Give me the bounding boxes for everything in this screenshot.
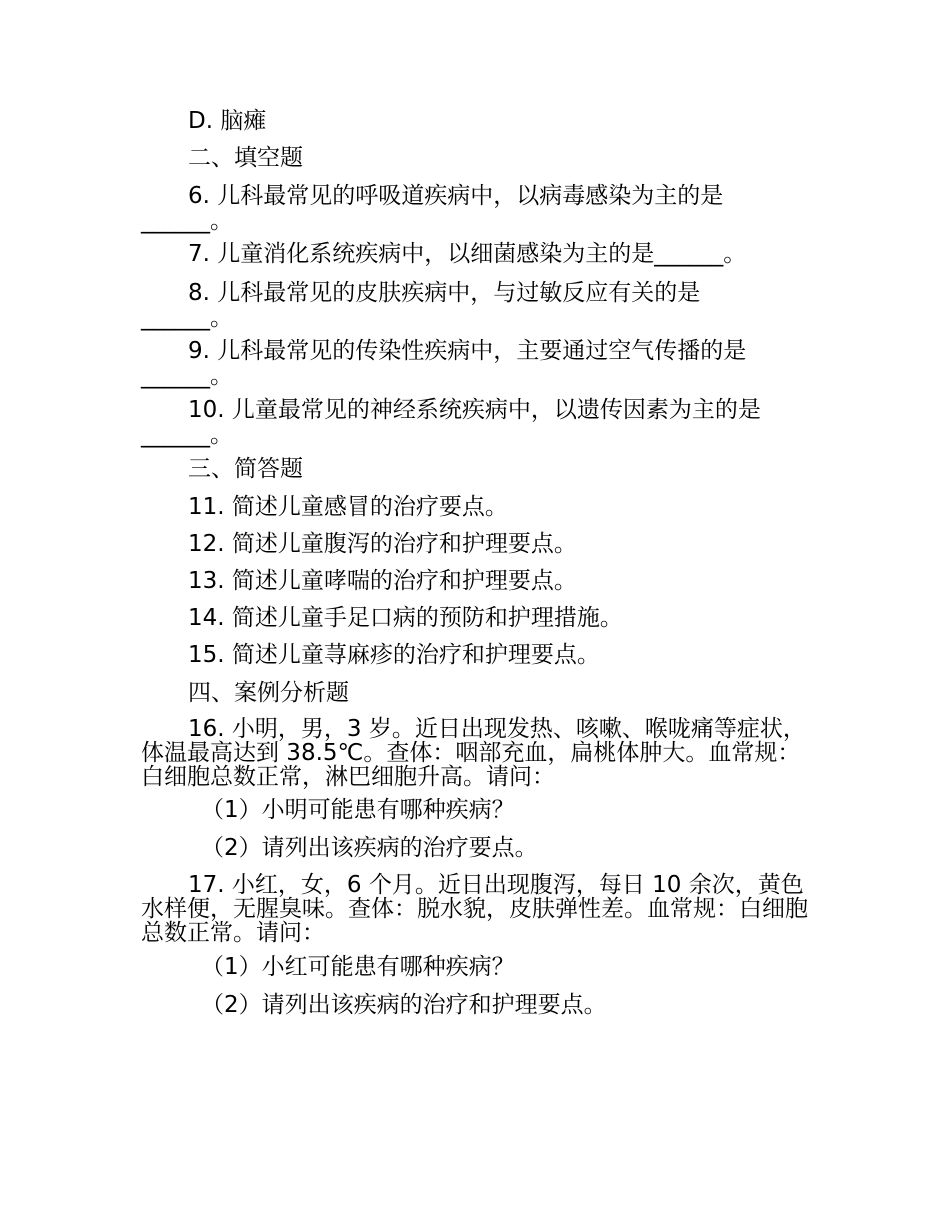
question-16-part-1: （1）小明可能患有哪种疾病？ <box>201 797 515 823</box>
section-heading-case-analysis: 四、案例分析题 <box>188 680 349 706</box>
question-16: 16. 小明，男，3 岁。近日出现发热、咳嗽、喉咙痛等症状，体温最高达到 38.5℃。查体：咽部充血，扁桃体肿大。血常规：白细胞总数正常，淋巴细胞升高。请问： <box>141 716 806 790</box>
section-heading-fill-in: 二、填空题 <box>188 145 303 171</box>
question-17-part-2: （2）请列出该疾病的治疗和护理要点。 <box>201 992 607 1018</box>
question-9-blank: ______。 <box>141 363 233 389</box>
question-17-part-1: （1）小红可能患有哪种疾病？ <box>201 954 515 980</box>
question-8: 8. 儿科最常见的皮肤疾病中，与过敏反应有关的是 <box>188 280 701 306</box>
question-8-blank: ______。 <box>141 305 233 331</box>
question-10: 10. 儿童最常见的神经系统疾病中，以遗传因素为主的是 <box>188 397 761 423</box>
question-9: 9. 儿科最常见的传染性疾病中，主要通过空气传播的是 <box>188 338 747 364</box>
question-7: 7. 儿童消化系统疾病中，以细菌感染为主的是______。 <box>188 241 747 267</box>
question-6: 6. 儿科最常见的呼吸道疾病中，以病毒感染为主的是 <box>188 183 724 209</box>
question-14: 14. 简述儿童手足口病的预防和护理措施。 <box>188 605 623 631</box>
question-6-blank: ______。 <box>141 208 233 234</box>
question-17: 17. 小红，女，6 个月。近日出现腹泻，每日 10 余次，黄色水样便，无腥臭味。查体：脱水貌，皮肤弹性差。血常规：白细胞总数正常。请问： <box>141 872 808 946</box>
question-10-blank: ______。 <box>141 422 233 448</box>
question-12: 12. 简述儿童腹泻的治疗和护理要点。 <box>188 531 577 557</box>
section-heading-short-answer: 三、简答题 <box>188 456 303 482</box>
question-15: 15. 简述儿童荨麻疹的治疗和护理要点。 <box>188 642 600 668</box>
question-11: 11. 简述儿童感冒的治疗要点。 <box>188 494 508 520</box>
option-d: D. 脑瘫 <box>188 108 267 134</box>
question-13: 13. 简述儿童哮喘的治疗和护理要点。 <box>188 568 577 594</box>
question-16-part-2: （2）请列出该疾病的治疗要点。 <box>201 835 538 861</box>
